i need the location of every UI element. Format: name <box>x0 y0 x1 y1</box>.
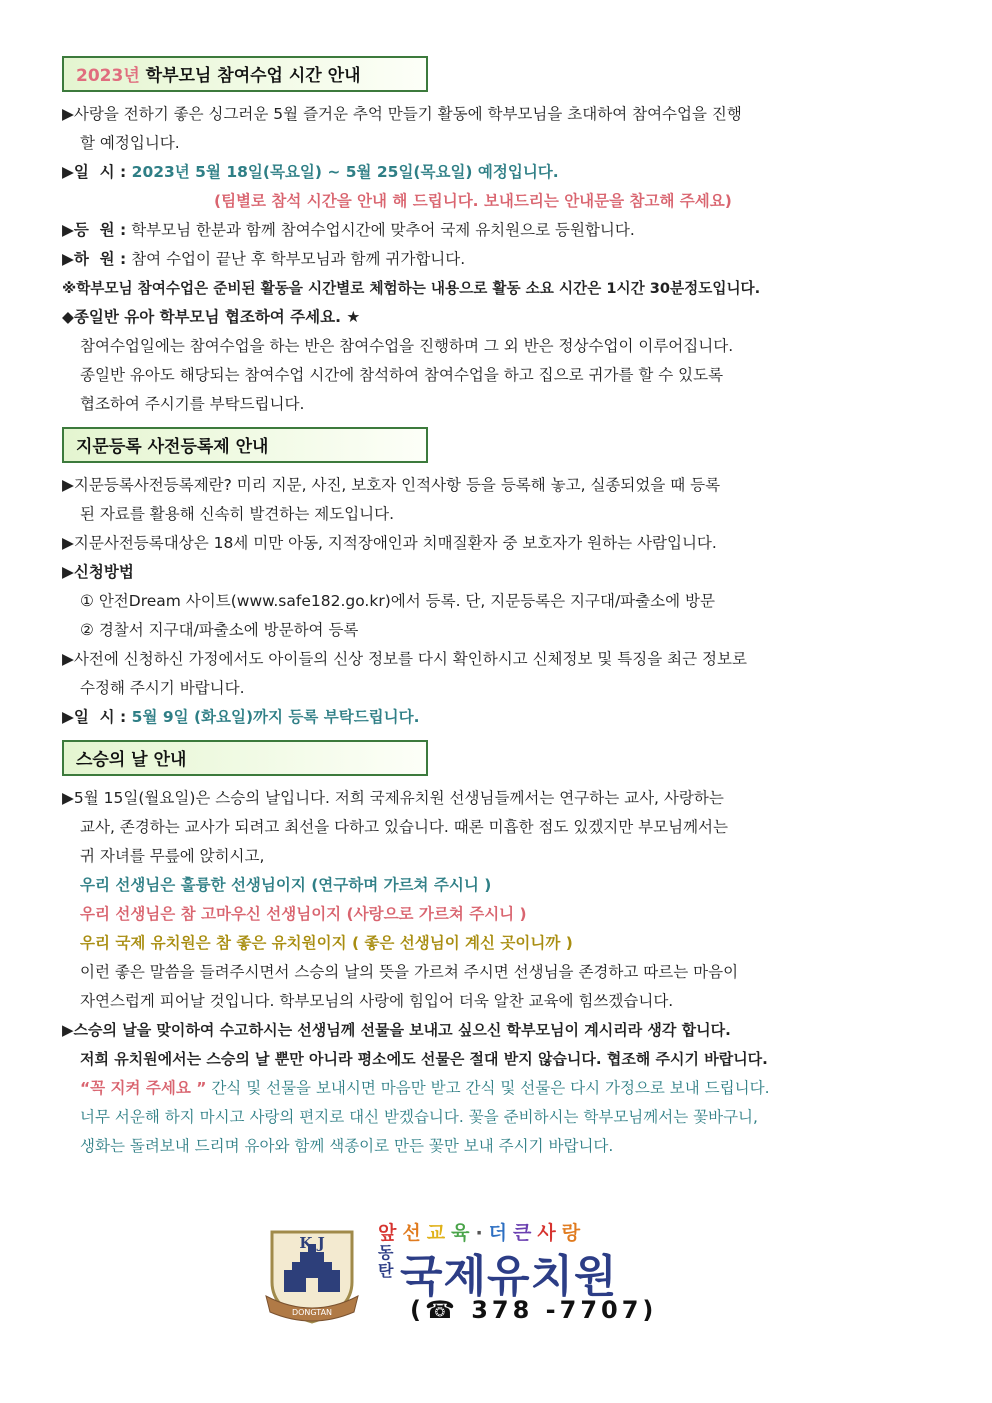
place-char-1: 동 <box>378 1243 394 1262</box>
shield-badge-icon <box>262 1222 362 1326</box>
gift-line-1: ▶스승의 날을 맞이하여 수고하시는 선생님께 선물을 보내고 싶으신 학부모님이 계시리라 생각 합니다. <box>62 1021 731 1039</box>
fp-date-value: 5월 9일 (화요일)까지 등록 부탁드립니다. <box>126 708 420 726</box>
gift-line-3 <box>62 1074 932 1103</box>
phone-number: (☎ 378 -7707) <box>410 1296 658 1324</box>
leave-row <box>62 245 932 274</box>
slogan-char: · <box>475 1222 489 1244</box>
section-header-fingerprint: 지문등록 사전등록제 안내 <box>62 427 428 463</box>
intro-line-2: 할 예정입니다. <box>80 134 180 152</box>
date-row <box>62 158 932 187</box>
arrive-label: ▶등 원 : <box>62 221 127 239</box>
slogan-char: 랑 <box>561 1222 587 1244</box>
date-label: ▶일 시 : <box>62 163 127 181</box>
fp-date-row <box>62 703 932 732</box>
intro-line-1: ▶사랑을 전하기 좋은 싱그러운 5월 즐거운 추억 만들기 활동에 학부모님을 초대하여 참여수업을 진행 <box>62 105 742 123</box>
header-year: 2023년 <box>76 66 140 86</box>
keep-emphasis: “꼭 지켜 주세요 ” <box>80 1079 207 1097</box>
td-line-4: 이런 좋은 말씀을 들려주시면서 스승의 날의 뜻을 가르쳐 주시면 선생님을 존경하고 따르는 마음이 <box>80 963 739 981</box>
quote-1: 우리 선생님은 훌륭한 선생님이지 (연구하며 가르쳐 주시니 ) <box>80 876 492 894</box>
fullday-line-2: 종일반 유아도 해당되는 참여수업 시간에 참석하여 참여수업을 하고 집으로 귀가를 할 수 있도록 <box>80 366 724 384</box>
method-title: ▶신청방법 <box>62 563 134 581</box>
fp-update-2: 수정해 주시기 바랍니다. <box>80 679 245 697</box>
note-line: ※학부모님 참여수업은 준비된 활동을 시간별로 체험하는 내용으로 활동 소요 시간은 1시간 30분정도입니다. <box>62 280 761 297</box>
fullday-line-3: 협조하여 주시기를 부탁드립니다. <box>80 395 305 413</box>
td-line-1: ▶5월 15일(월요일)은 스승의 날입니다. 저희 국제유치원 선생님들께서는 연구하는 교사, 사랑하는 <box>62 789 724 807</box>
place-char-2: 탄 <box>378 1261 394 1280</box>
fullday-line-1: 참여수업일에는 참여수업을 하는 반은 참여수업을 진행하며 그 외 반은 정상수업이 이루어집니다. <box>80 337 734 355</box>
td-line-5: 자연스럽게 피어날 것입니다. 학부모님의 사랑에 힘입어 더욱 알찬 교육에 힘쓰겠습니다. <box>80 992 674 1010</box>
fp-update-1: ▶사전에 신청하신 가정에서도 아이들의 신상 정보를 다시 확인하시고 신체정보 및 특징을 최근 정보로 <box>62 650 747 668</box>
badge-ribbon-text: DONGTAN <box>291 1308 333 1317</box>
slogan-char: 선 <box>402 1222 427 1244</box>
quote-3: 우리 국제 유치원은 참 좋은 유치원이지 ( 좋은 선생님이 계신 곳이니까 ) <box>80 934 573 952</box>
gift-line-4: 너무 서운해 하지 마시고 사랑의 편지로 대신 받겠습니다. 꽃을 준비하시는 학부모님께서는 꽃바구니, <box>80 1108 758 1126</box>
fp-line-2: 된 자료를 활용해 신속히 발견하는 제도입니다. <box>80 505 395 523</box>
slogan-char: 육 <box>451 1222 476 1244</box>
badge-letters: K J <box>299 1234 325 1252</box>
fp-date-label: ▶일 시 : <box>62 708 127 726</box>
date-note: (팀별로 참석 시간을 안내 해 드립니다. 보내드리는 안내문을 참고해 주세요) <box>214 192 732 210</box>
slogan-char: 앞 <box>378 1222 403 1244</box>
leave-label: ▶하 원 : <box>62 250 127 268</box>
gift-line-5: 생화는 돌려보내 드리며 유아와 함께 색종이로 만든 꽃만 보내 주시기 바랍니다. <box>80 1137 614 1155</box>
slogan-char: 더 <box>488 1222 514 1244</box>
slogan-char: 교 <box>426 1222 452 1244</box>
arrive-value: 학부모님 한분과 함께 참여수업시간에 맞추어 국제 유치원으로 등원합니다. <box>126 221 635 239</box>
fp-target: ▶지문사전등록대상은 18세 미만 아동, 지적장애인과 치매질환자 중 보호자가 원하는 사람입니다. <box>62 534 717 552</box>
method-1: ① 안전Dream 사이트(www.safe182.go.kr)에서 등록. 단, 지문등록은 지구대/파출소에 방문 <box>80 592 715 610</box>
slogan-char: 사 <box>537 1222 562 1244</box>
arrive-row <box>62 216 932 245</box>
quote-2: 우리 선생님은 참 고마우신 선생님이지 (사랑으로 가르쳐 주시니 ) <box>80 905 527 923</box>
header-title: 학부모님 참여수업 시간 안내 <box>139 66 361 86</box>
gift-line-2: 저희 유치원에서는 스승의 날 뿐만 아니라 평소에도 선물은 절대 받지 않습니다. 협조해 주시기 바랍니다. <box>80 1050 768 1068</box>
method-2: ② 경찰서 지구대/파출소에 방문하여 등록 <box>80 621 359 639</box>
td-line-3: 귀 자녀를 무릎에 앉히시고, <box>80 847 265 865</box>
fullday-title: ◆종일반 유아 학부모님 협조하여 주세요. ★ <box>62 308 361 326</box>
section-header-parent-class <box>62 56 428 92</box>
kindergarten-name: 국제유치원 <box>400 1251 618 1302</box>
leave-value: 참여 수업이 끝난 후 학부모님과 함께 귀가합니다. <box>126 250 466 268</box>
section-header-teachers-day: 스승의 날 안내 <box>62 740 428 776</box>
gift-line-3-text: 간식 및 선물을 보내시면 마음만 받고 간식 및 선물은 다시 가정으로 보내 드립니다. <box>206 1079 770 1097</box>
slogan-char: 큰 <box>513 1222 538 1244</box>
date-value: 2023년 5월 18일(목요일) ~ 5월 25일(목요일) 예정입니다. <box>126 163 559 181</box>
fp-line-1: ▶지문등록사전등록제란? 미리 지문, 사진, 보호자 인적사항 등을 등록해 놓고, 실종되었을 때 등록 <box>62 476 721 494</box>
document-page <box>62 56 932 1161</box>
kindergarten-logo <box>262 1218 732 1328</box>
td-line-2: 교사, 존경하는 교사가 되려고 최선을 다하고 있습니다. 때론 미흡한 점도 있겠지만 부모님께서는 <box>80 818 729 836</box>
